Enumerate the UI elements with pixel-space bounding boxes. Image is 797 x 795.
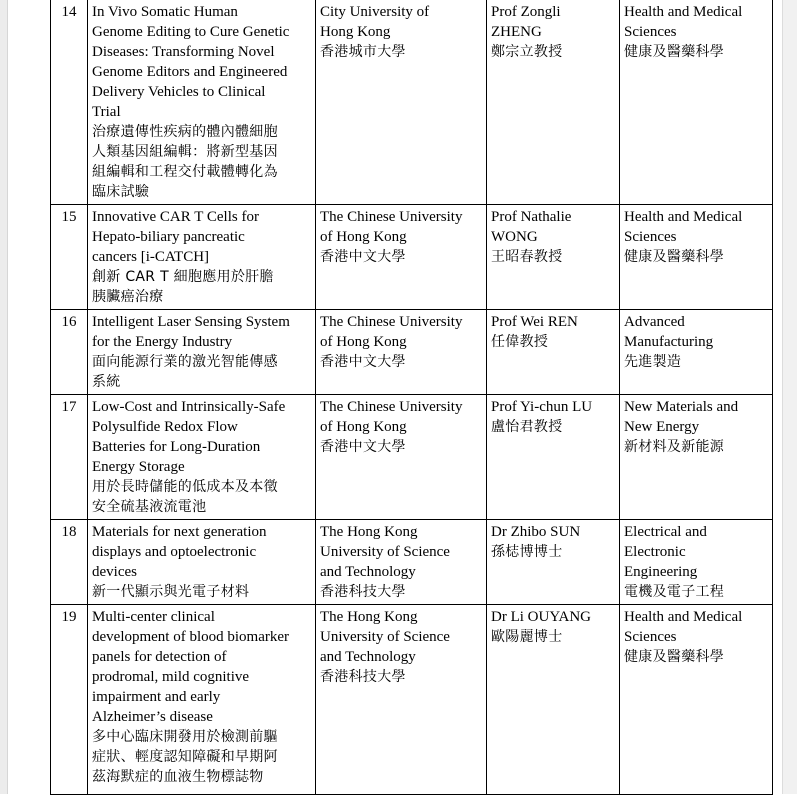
table-row (51, 205, 773, 310)
university-en-line: The Chinese University (320, 314, 463, 330)
project-title-en-line: Delivery Vehicles to Clinical (92, 84, 266, 100)
university-zh: 香港科技大學 (320, 584, 406, 600)
subject-area-en-line: Health and Medical (624, 209, 743, 225)
pi-name-zh: 孫梽博博士 (491, 544, 563, 560)
subject-area-cell (620, 310, 773, 395)
pi-name-zh: 歐陽麗博士 (491, 629, 563, 645)
subject-area-en-line: Advanced (624, 314, 685, 330)
viewer-scrollbar-track[interactable] (782, 0, 797, 794)
pi-name-zh: 王昭春教授 (491, 249, 563, 265)
table-row (51, 395, 773, 520)
project-title-cell (88, 310, 316, 395)
principal-investigator-cell (487, 0, 620, 205)
row-number: 15 (61, 209, 77, 225)
university-zh: 香港中文大學 (320, 354, 406, 370)
subject-area-zh: 先進製造 (624, 354, 682, 370)
university-en-line: of Hong Kong (320, 334, 407, 350)
university-cell (316, 310, 487, 395)
project-title-en-line: Trial (92, 104, 121, 120)
project-title-en-line: Batteries for Long-Duration (92, 439, 261, 455)
pi-name-en-line: Prof Yi-chun LU (491, 399, 593, 415)
project-title-en-line: Multi-center clinical (92, 609, 215, 625)
table-row (51, 0, 773, 205)
subject-area-en-line: Electronic (624, 544, 686, 560)
project-title-en-line: Innovative CAR T Cells for (92, 209, 259, 225)
row-number-cell (51, 395, 88, 520)
project-title-zh-line: 新一代顯示與光電子材料 (92, 584, 250, 600)
subject-area-zh: 健康及醫藥科學 (624, 649, 725, 665)
university-en-line: of Hong Kong (320, 419, 407, 435)
pi-name-en-line: ZHENG (491, 24, 542, 40)
table-body (51, 0, 773, 795)
row-number-cell (51, 310, 88, 395)
project-title-zh-line: 人類基因組編輯：將新型基因 (92, 144, 278, 160)
subject-area-cell (620, 395, 773, 520)
pi-name-zh: 鄭宗立教授 (491, 44, 563, 60)
project-title-cell (88, 395, 316, 520)
subject-area-en-line: New Energy (624, 419, 700, 435)
pi-name-en-line: WONG (491, 229, 538, 245)
pi-name-en-line: Dr Li OUYANG (491, 609, 591, 625)
university-cell (316, 205, 487, 310)
project-title-zh-line: 組編輯和工程交付載體轉化為 (92, 164, 278, 180)
subject-area-en-line: Engineering (624, 564, 698, 580)
principal-investigator-cell (487, 310, 620, 395)
university-en-line: The Chinese University (320, 399, 463, 415)
principal-investigator-cell (487, 205, 620, 310)
university-en-line: City University of (320, 4, 430, 20)
project-title-cell (88, 520, 316, 605)
row-number: 18 (61, 524, 77, 540)
university-en-line: The Hong Kong (320, 524, 418, 540)
row-number: 16 (61, 314, 77, 330)
pi-name-zh: 任偉教授 (491, 334, 549, 350)
project-title-zh-line: 系統 (92, 374, 121, 390)
row-number: 17 (61, 399, 77, 415)
university-zh: 香港中文大學 (320, 249, 406, 265)
project-title-zh-line: 創新 CAR T 細胞應用於肝膽 (92, 269, 274, 285)
project-title-en-line: In Vivo Somatic Human (92, 4, 238, 20)
pi-name-en-line: Prof Wei REN (491, 314, 578, 330)
table-row (51, 310, 773, 395)
project-title-zh-line: 用於長時儲能的低成本及本徵 (92, 479, 278, 495)
project-title-en-line: prodromal, mild cognitive (92, 669, 250, 685)
row-number: 14 (61, 4, 77, 20)
project-title-en-line: cancers [i-CATCH] (92, 249, 210, 265)
pi-name-en-line: Prof Zongli (491, 4, 561, 20)
university-cell (316, 605, 487, 795)
subject-area-en-line: Health and Medical (624, 609, 743, 625)
project-title-en-line: devices (92, 564, 137, 580)
project-title-zh-line: 症狀、輕度認知障礙和早期阿 (92, 749, 278, 765)
university-zh: 香港中文大學 (320, 439, 406, 455)
university-zh: 香港城市大學 (320, 44, 406, 60)
subject-area-en-line: Health and Medical (624, 4, 743, 20)
subject-area-cell (620, 205, 773, 310)
subject-area-cell (620, 605, 773, 795)
project-title-zh-line: 茲海默症的血液生物標誌物 (92, 769, 264, 785)
subject-area-en-line: New Materials and (624, 399, 739, 415)
project-title-cell (88, 205, 316, 310)
project-title-en-line: impairment and early (92, 689, 221, 705)
university-en-line: of Hong Kong (320, 229, 407, 245)
project-title-en-line: displays and optoelectronic (92, 544, 257, 560)
row-number-cell (51, 0, 88, 205)
row-number-cell (51, 205, 88, 310)
project-title-zh-line: 胰臟癌治療 (92, 289, 164, 305)
university-en-line: The Chinese University (320, 209, 463, 225)
pi-name-zh: 盧怡君教授 (491, 419, 563, 435)
project-title-en-line: Genome Editing to Cure Genetic (92, 24, 290, 40)
row-number: 19 (61, 609, 77, 625)
university-zh: 香港科技大學 (320, 669, 406, 685)
project-title-en-line: for the Energy Industry (92, 334, 233, 350)
subject-area-zh: 電機及電子工程 (624, 584, 725, 600)
subject-area-en-line: Electrical and (624, 524, 707, 540)
university-en-line: and Technology (320, 564, 416, 580)
project-title-en-line: Alzheimer’s disease (92, 709, 213, 725)
subject-area-zh: 新材料及新能源 (624, 439, 725, 455)
subject-area-en-line: Manufacturing (624, 334, 714, 350)
university-en-line: Hong Kong (320, 24, 391, 40)
university-en-line: University of Science (320, 544, 450, 560)
project-title-cell (88, 605, 316, 795)
principal-investigator-cell (487, 520, 620, 605)
project-title-en-line: Materials for next generation (92, 524, 267, 540)
pi-name-en-line: Prof Nathalie (491, 209, 572, 225)
row-number-cell (51, 605, 88, 795)
subject-area-en-line: Sciences (624, 629, 677, 645)
project-title-zh-line: 面向能源行業的激光智能傳感 (92, 354, 278, 370)
project-title-en-line: Intelligent Laser Sensing System (92, 314, 290, 330)
project-title-en-line: Low-Cost and Intrinsically-Safe (92, 399, 286, 415)
university-cell (316, 0, 487, 205)
subject-area-zh: 健康及醫藥科學 (624, 249, 725, 265)
pi-name-en-line: Dr Zhibo SUN (491, 524, 581, 540)
project-title-en-line: Polysulfide Redox Flow (92, 419, 238, 435)
subject-area-en-line: Sciences (624, 229, 677, 245)
principal-investigator-cell (487, 605, 620, 795)
university-en-line: The Hong Kong (320, 609, 418, 625)
project-title-zh-line: 治療遺傳性疾病的體內體細胞 (92, 124, 278, 140)
project-title-en-line: development of blood biomarker (92, 629, 290, 645)
subject-area-cell (620, 0, 773, 205)
viewer-left-edge (0, 0, 8, 794)
university-en-line: and Technology (320, 649, 416, 665)
project-title-en-line: Energy Storage (92, 459, 185, 475)
project-title-en-line: Genome Editors and Engineered (92, 64, 288, 80)
table-row (51, 605, 773, 795)
project-title-zh-line: 臨床試驗 (92, 184, 150, 200)
subject-area-zh: 健康及醫藥科學 (624, 44, 725, 60)
row-number-cell (51, 520, 88, 605)
project-title-en-line: Hepato-biliary pancreatic (92, 229, 245, 245)
university-cell (316, 395, 487, 520)
project-title-zh-line: 安全硫基液流電池 (92, 499, 207, 515)
university-cell (316, 520, 487, 605)
project-title-zh-line: 多中心臨床開發用於檢測前驅 (92, 729, 278, 745)
project-title-cell (88, 0, 316, 205)
grant-projects-table (50, 0, 773, 795)
subject-area-cell (620, 520, 773, 605)
subject-area-en-line: Sciences (624, 24, 677, 40)
project-title-en-line: panels for detection of (92, 649, 227, 665)
project-title-en-line: Diseases: Transforming Novel (92, 44, 275, 60)
principal-investigator-cell (487, 395, 620, 520)
table-row (51, 520, 773, 605)
university-en-line: University of Science (320, 629, 450, 645)
